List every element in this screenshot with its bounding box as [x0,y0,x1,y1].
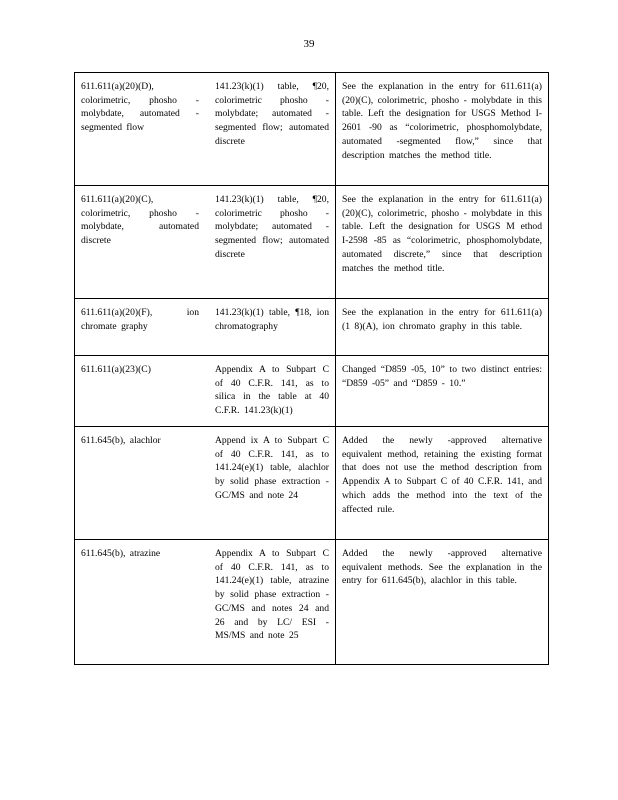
explanation-cell: Changed “D859 -05, 10” to two distinct entries: “D859 -05” and “D859 - 10.” [336,356,549,427]
section-cell: 611.611(a)(23)(C) [75,356,206,427]
section-cell: 611.645(b), atrazine [75,540,206,665]
table-row [75,356,549,427]
section-cell: 611.611(a)(20)(C), colorimetric, phosho - molybdate, automated discrete [75,186,206,299]
section-cell: 611.611(a)(20)(F), ion chromate graphy [75,299,206,356]
explanation-cell: See the explanation in the entry for 611.611(a)(20)(C), colorimetric, phosho - molybdate in this table. Left the designation for USGS M ethod I-2598 -85 as “colorimetric, phosphomolybdate, automated discrete,” since that description matches the method title. [336,186,549,299]
federal-reference-cell: Appendix A to Subpart C of 40 C.F.R. 141, as to silica in the table at 40 C.F.R. 141.23(k)(1) [205,356,336,427]
explanation-cell: Added the newly -approved alternative equivalent methods. See the explanation in the entry for 611.645(b), alachlor in this table. [336,540,549,665]
table-row [75,186,549,299]
federal-reference-cell: 141.23(k)(1) table, ¶20, colorimetric phosho - molybdate; automated - segmented flow; automated discrete [205,73,336,186]
table-row [75,73,549,186]
explanation-cell: See the explanation in the entry for 611.611(a)(20)(C), colorimetric, phosho - molybdate in this table. Left the designation for USGS Method I-2601 -90 as “colorimetric, phosphomolybdate, automated -segmented flow,” since that description matches the method title. [336,73,549,186]
section-cell: 611.611(a)(20)(D), colorimetric, phosho - molybdate, automated - segmented flow [75,73,206,186]
federal-reference-cell: 141.23(k)(1) table, ¶18, ion chromatography [205,299,336,356]
federal-reference-cell: Append ix A to Subpart C of 40 C.F.R. 141, as to 141.24(e)(1) table, alachlor by solid phase extraction - GC/MS and note 24 [205,427,336,540]
explanation-cell: Added the newly -approved alternative equivalent method, retaining the existing format that does not use the method description from Appendix A to Subpart C of 40 C.F.R. 141, and which adds the method into the text of the affected rule. [336,427,549,540]
explanation-cell: See the explanation in the entry for 611.611(a)(1 8)(A), ion chromato graphy in this table. [336,299,549,356]
table-row [75,299,549,356]
section-cell: 611.645(b), alachlor [75,427,206,540]
amendments-table [74,72,549,665]
table-row [75,540,549,665]
federal-reference-cell: Appendix A to Subpart C of 40 C.F.R. 141, as to 141.24(e)(1) table, atrazine by solid phase extraction - GC/MS and notes 24 and 26 and by LC/ ESI -MS/MS and note 25 [205,540,336,665]
page-number: 39 [303,38,315,50]
table-row [75,427,549,540]
federal-reference-cell: 141.23(k)(1) table, ¶20, colorimetric phosho - molybdate; automated - segmented flow; automated discrete [205,186,336,299]
